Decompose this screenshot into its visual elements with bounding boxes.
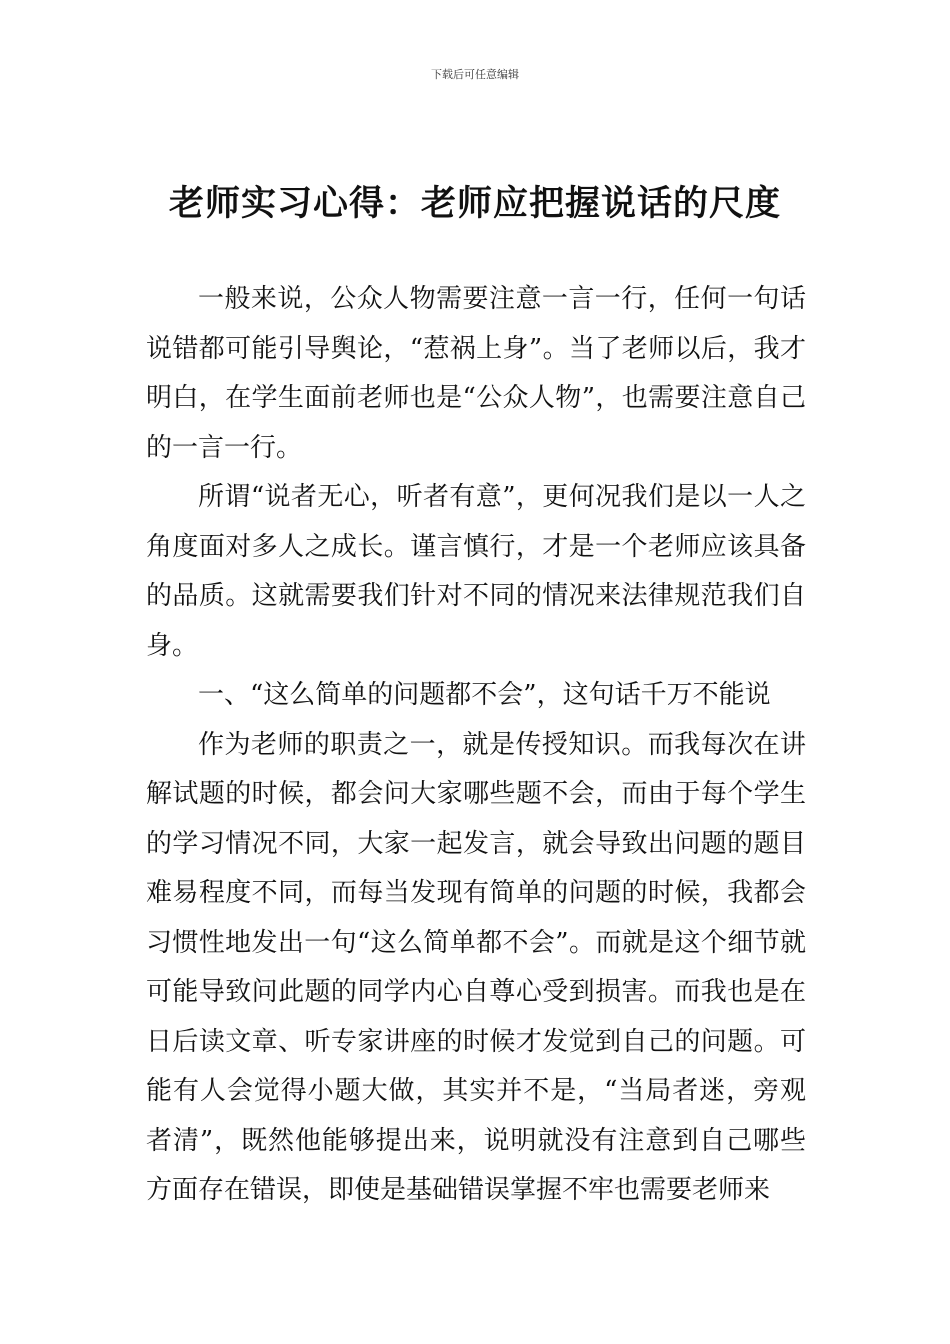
paragraph-speaker-listener: 所谓“说者无心，听者有意”，更何况我们是以一人之角度面对多人之成长。谨言慎行，才是一个老师应该具备的品质。这就需要我们针对不同的情况来法律规范我们自身。 — [146, 482, 806, 661]
document-body — [146, 275, 806, 1216]
header-note: 下载后可任意编辑 — [431, 68, 519, 81]
section-heading-one: 一、“这么简单的问题都不会”，这句话千万不能说 — [198, 680, 771, 710]
document-title: 老师实习心得：老师应把握说话的尺度 — [168, 184, 781, 224]
paragraph-teacher-duty: 作为老师的职责之一，就是传授知识。而我每次在讲解试题的时候，都会问大家哪些题不会，而由于每个学生的学习情况不同，大家一起发言，就会导致出问题的题目难易程度不同，而每当发现有简单的问题的时候，我都会习惯性地发出一句“这么简单都不会”。而就是这个细节就可能导致问此题的同学内心自尊心受到损害。而我也是在日后读文章、听专家讲座的时候才发觉到自己的问题。可能有人会觉得小题大做，其实并不是，“当局者迷，旁观者清”，既然他能够提出来，说明就没有注意到自己哪些方面存在错误，即使是基础错误掌握不牢也需要老师来 — [146, 729, 806, 1205]
paragraph-intro: 一般来说，公众人物需要注意一言一行，任何一句话说错都可能引导舆论，“惹祸上身”。当了老师以后，我才明白，在学生面前老师也是“公众人物”，也需要注意自己的一言一行。 — [146, 284, 806, 463]
